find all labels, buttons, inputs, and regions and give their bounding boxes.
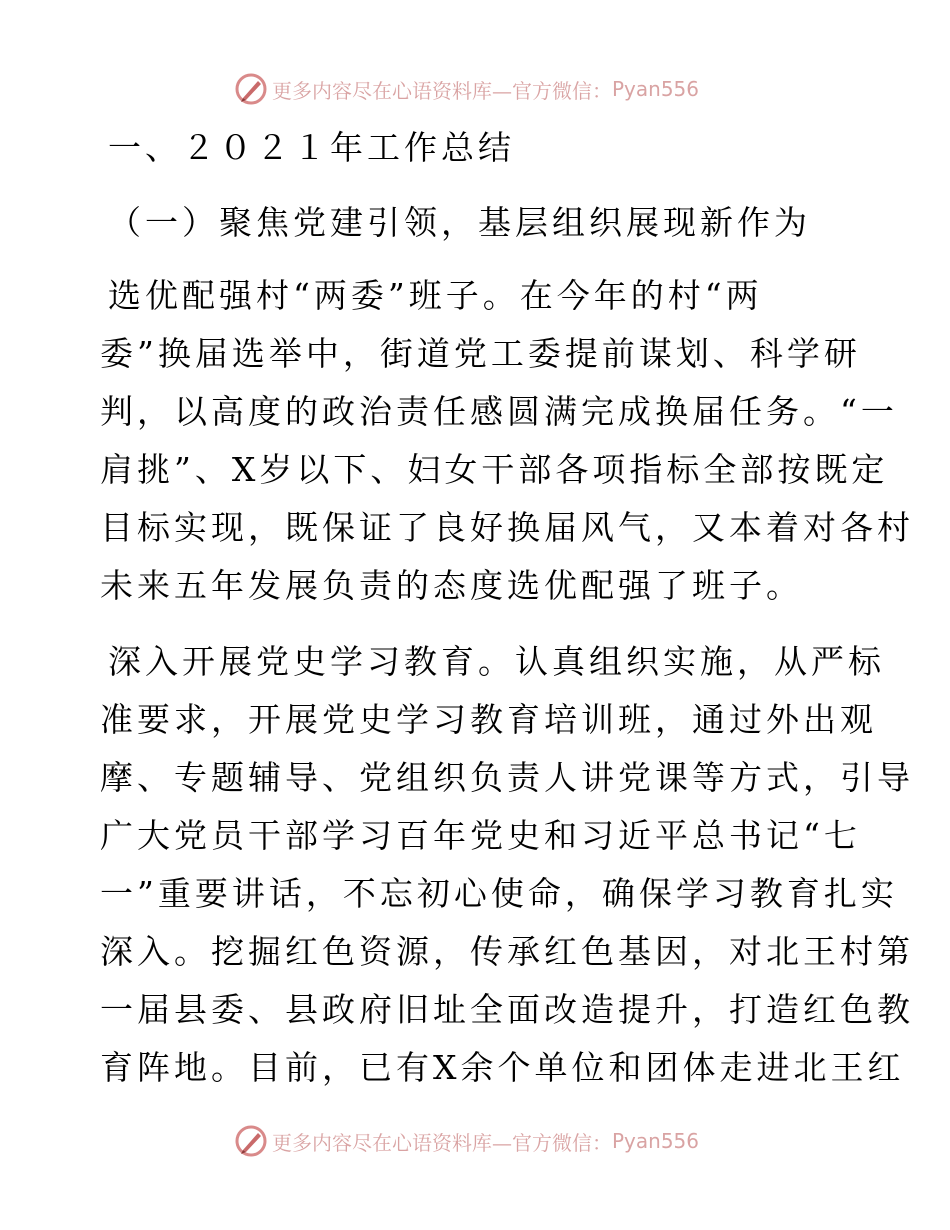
paragraph-line: 准要求，开展党史学习教育培训班，通过外出观	[100, 700, 877, 739]
paragraph-line: 深入。挖掘红色资源，传承红色基因，对北王村第	[100, 932, 914, 971]
paragraph-line: 选优配强村“两委”班子。在今年的村“两	[108, 276, 763, 315]
section-heading: 一、２０２１年工作总结	[108, 128, 515, 167]
watermark-id: Pyan556	[612, 1129, 700, 1153]
paragraph-line: 判，以高度的政治责任感圆满完成换届任务。“一	[100, 392, 898, 431]
paragraph-line: 广大党员干部学习百年党史和习近平总书记“七	[100, 816, 861, 855]
subsection-heading: （一）聚焦党建引领，基层组织展现新作为	[108, 203, 811, 242]
paragraph-line: 目标实现，既保证了良好换届风气，又本着对各村	[100, 508, 914, 547]
paragraph-line: 肩挑”、X岁以下、妇女干部各项指标全部按既定	[100, 450, 889, 489]
paragraph-line: 一”重要讲话，不忘初心使命，确保学习教育扎实	[100, 874, 898, 913]
paragraph-line: 育阵地。目前，已有X余个单位和团体走进北王红	[100, 1048, 905, 1087]
watermark-text: 更多内容尽在心语资料库—官方微信：	[272, 78, 612, 103]
watermark-text: 更多内容尽在心语资料库—官方微信：	[272, 1130, 612, 1155]
paragraph-line: 摩、专题辅导、党组织负责人讲党课等方式，引导	[100, 758, 914, 797]
paragraph-line: 未来五年发展负责的态度选优配强了班子。	[100, 566, 803, 605]
watermark-id: Pyan556	[612, 77, 700, 101]
paragraph-line: 深入开展党史学习教育。认真组织实施，从严标	[108, 642, 885, 681]
paragraph-line: 一届县委、县政府旧址全面改造提升，打造红色教	[100, 990, 914, 1029]
paragraph-line: 委”换届选举中，街道党工委提前谋划、科学研	[100, 334, 861, 373]
watermark-footer	[234, 1124, 699, 1158]
pen-logo-icon	[234, 1124, 268, 1158]
